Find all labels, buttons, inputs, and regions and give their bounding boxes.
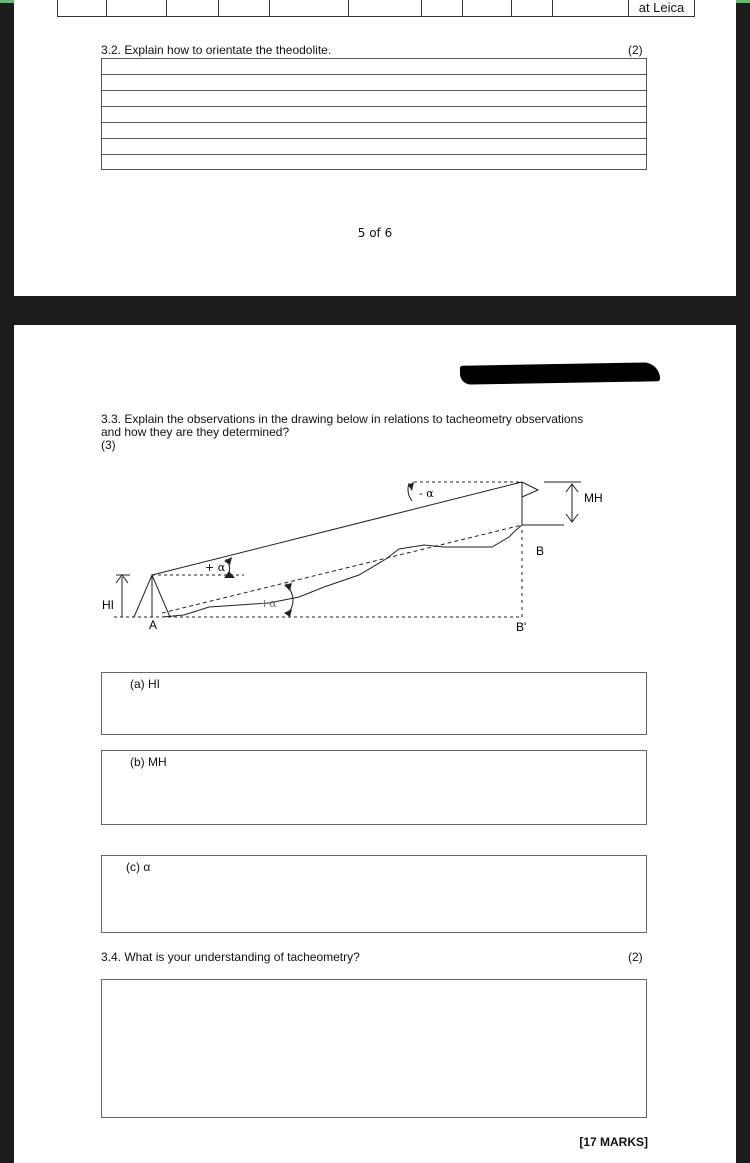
question-3-2: 3.2. Explain how to orientate the theodolite. xyxy=(101,43,332,57)
table-cell xyxy=(270,0,349,16)
answer-label-c: (c) α xyxy=(126,860,151,874)
table-cell-leica: at Leica xyxy=(638,0,685,15)
question-3-4-marks: (2) xyxy=(628,950,643,964)
answer-label-a: (a) HI xyxy=(130,677,160,691)
total-marks: [17 MARKS] xyxy=(579,1135,648,1149)
document-page-5 xyxy=(14,0,736,296)
answer-box-b[interactable] xyxy=(101,750,647,825)
staff-target xyxy=(522,482,538,497)
staff-pole xyxy=(522,482,564,525)
tacheometry-diagram xyxy=(14,325,736,645)
page-number: 5 of 6 xyxy=(357,226,393,240)
top-table-row xyxy=(57,0,695,17)
question-3-3-line1: 3.3. Explain the observations in the drawing below in relations to tacheometry observations xyxy=(101,412,584,426)
label-hi: HI xyxy=(102,598,114,612)
table-cell xyxy=(219,0,270,16)
question-3-4: 3.4. What is your understanding of tacheometry? xyxy=(101,950,360,964)
label-minus-alpha: - α xyxy=(419,487,434,500)
table-cell xyxy=(512,0,553,16)
label-a: A xyxy=(149,618,158,632)
answer-box-c[interactable] xyxy=(101,855,647,933)
answer-box-3-4[interactable] xyxy=(101,979,647,1118)
label-mh: MH xyxy=(584,491,603,505)
label-b: B xyxy=(536,544,545,558)
table-cell xyxy=(422,0,463,16)
table-cell xyxy=(349,0,422,16)
answer-box-a[interactable] xyxy=(101,672,647,735)
table-cell xyxy=(553,0,629,16)
answer-lines-3-2[interactable] xyxy=(101,58,647,170)
label-plus-alpha-lower: +α xyxy=(260,597,277,610)
label-plus-alpha-upper: + α xyxy=(205,561,226,574)
question-3-3-line2: and how they are they determined? xyxy=(101,425,290,439)
table-cell xyxy=(463,0,512,16)
table-cell xyxy=(107,0,167,16)
table-cell xyxy=(58,0,107,16)
question-3-3-marks: (3) xyxy=(101,438,116,452)
document-page-6 xyxy=(14,325,736,1163)
table-cell xyxy=(167,0,219,16)
question-3-2-marks: (2) xyxy=(628,43,643,57)
label-b-prime: B' xyxy=(516,620,527,634)
answer-label-b: (b) MH xyxy=(130,755,167,769)
